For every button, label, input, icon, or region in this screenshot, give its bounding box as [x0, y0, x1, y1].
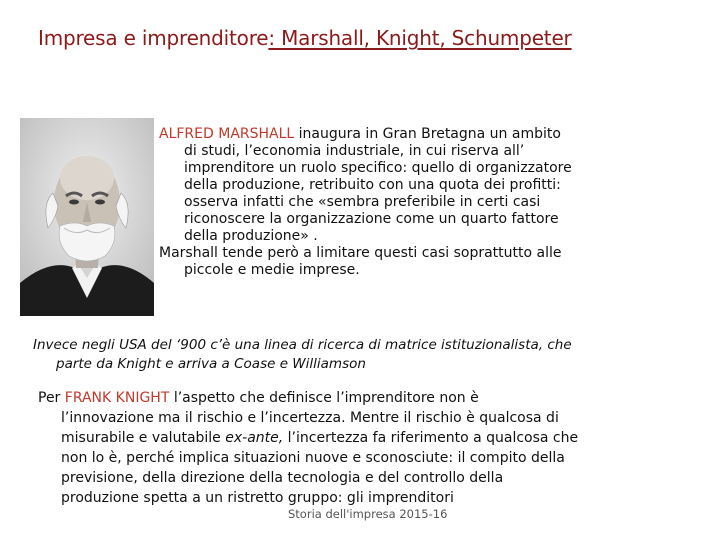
slide-title [38, 26, 572, 50]
marshall-line-1-text: inaugura in Gran Bretagna un ambito [294, 126, 561, 142]
knight-ex-ante: ex-ante, [225, 430, 284, 446]
marshall-line-3: imprenditore un ruolo specifico: quello di organizzatore [184, 160, 572, 176]
knight-line-3b: l’incertezza fa riferimento a qualcosa che [283, 430, 579, 446]
title-part2: : Marshall, Knight, Schumpeter [268, 26, 572, 50]
usa-line-2: parte da Knight e arriva a Coase e Williamson [56, 356, 366, 372]
knight-line-3a: misurabile e valutabile [61, 430, 226, 446]
title-part1: Impresa e imprenditore [38, 26, 269, 50]
marshall-line-1 [159, 126, 619, 143]
marshall-paragraph [159, 126, 619, 279]
knight-line-4: non lo è, perché implica situazioni nuove e sconosciute: il compito della [61, 450, 565, 466]
knight-line-1 [38, 388, 618, 408]
marshall-line-4: della produzione, retribuito con una quota dei profitti: [184, 177, 561, 193]
marshall-line-9: piccole e medie imprese. [184, 262, 360, 278]
usa-paragraph [33, 336, 593, 374]
portrait-image [20, 118, 154, 316]
knight-line-2: l’innovazione ma il rischio e l’incertezza. Mentre il rischio è qualcosa di [61, 410, 559, 426]
marshall-line-2: di studi, l’economia industriale, in cui riserva all’ [184, 143, 525, 159]
knight-line-1-rest: l’aspetto che definisce l’imprenditore non è [169, 390, 479, 406]
usa-line-1: Invece negli USA del ‘900 c’è una linea di ricerca di matrice istituzionalista, che [33, 337, 572, 353]
knight-line-5: previsione, della direzione della tecnologia e del controllo della [61, 470, 504, 486]
marshall-line-8: Marshall tende però a limitare questi casi soprattutto alle [159, 245, 562, 261]
marshall-portrait [20, 118, 154, 316]
knight-prefix: Per [38, 390, 65, 406]
knight-line-6: produzione spetta a un ristretto gruppo: gli imprenditori [61, 490, 454, 506]
footer: Storia dell'impresa 2015-16 [288, 507, 448, 521]
marshall-line-6: riconoscere la organizzazione come un quarto fattore [184, 211, 559, 227]
marshall-line-7: della produzione» . [184, 228, 318, 244]
knight-name: FRANK KNIGHT [64, 390, 170, 406]
knight-paragraph [38, 388, 618, 508]
marshall-line-5: osserva infatti che «sembra preferibile in certi casi [184, 194, 541, 210]
marshall-name: ALFRED MARSHALL [159, 126, 295, 142]
knight-line-3 [38, 428, 618, 448]
